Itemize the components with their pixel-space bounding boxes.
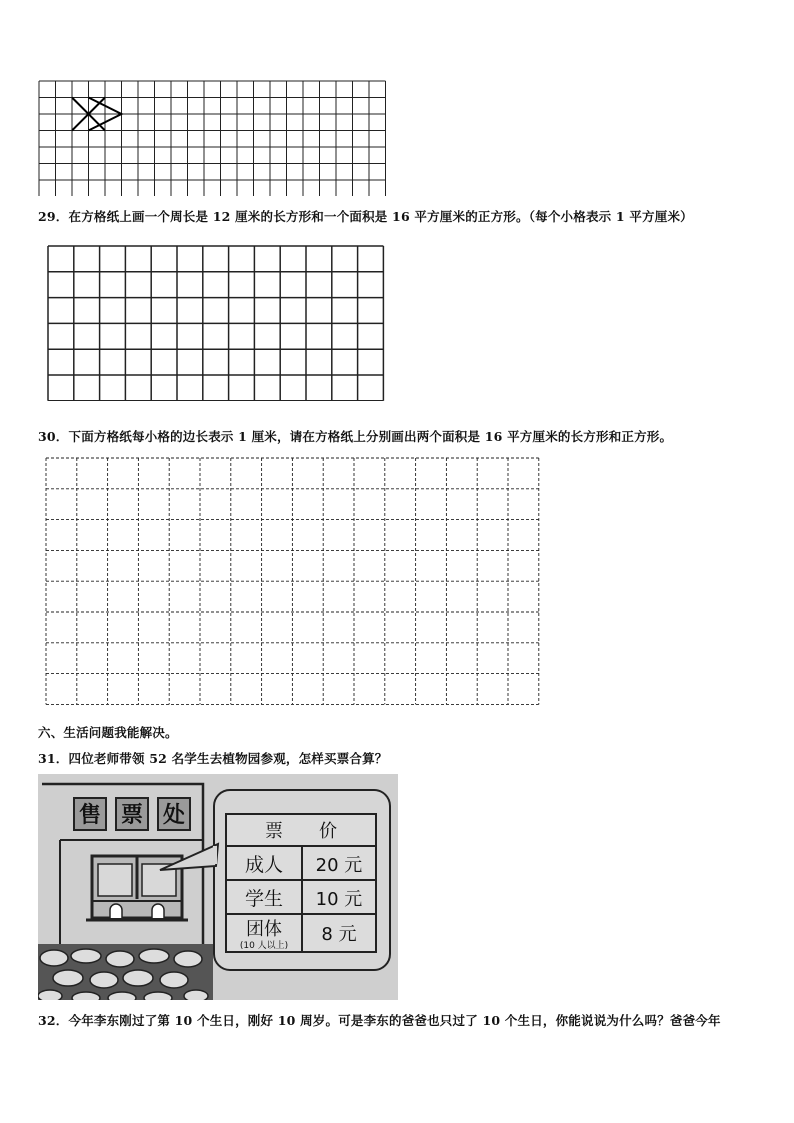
sign-char-2: 票 xyxy=(120,803,144,828)
grid-figure-2 xyxy=(47,245,385,401)
stone-wall xyxy=(38,944,213,1000)
grid-figure-3 xyxy=(45,457,541,713)
row-student-price: 10 元 xyxy=(315,889,363,910)
question-29: 29．在方格纸上画一个周长是 12 厘米的长方形和一个面积是 16 平方厘米的正方形。（每个小格表示 1 平方厘米） xyxy=(38,209,693,224)
row-adult-label: 成人 xyxy=(244,854,284,876)
grid-figure-1 xyxy=(38,80,388,196)
price-table xyxy=(226,814,376,952)
question-31: 31．四位老师带领 52 名学生去植物园参观，怎样买票合算？ xyxy=(38,751,388,766)
price-table-header: 票 价 xyxy=(265,821,337,842)
ticket-booth-illustration xyxy=(38,774,398,1000)
row-adult-price: 20 元 xyxy=(315,855,363,876)
question-30: 30．下面方格纸每小格的边长表示 1 厘米，请在方格纸上分别画出两个面积是 16 平方厘米的长方形和正方形。 xyxy=(38,429,673,444)
row-group-price: 8 元 xyxy=(321,924,357,945)
grid-paper-1 xyxy=(38,80,388,196)
sign-char-1: 售 xyxy=(78,803,102,828)
grid-paper-2[interactable] xyxy=(47,245,385,401)
sign-box-2 xyxy=(116,798,148,830)
question-32: 32．今年李东刚过了第 10 个生日，刚好 10 周岁。可是李东的爸爸也只过了 10 个生日，你能说说为什么吗？爸爸今年 xyxy=(38,1013,721,1028)
sign-char-3: 处 xyxy=(162,803,186,828)
row-group-label: 团体 xyxy=(246,919,282,940)
row-student-label: 学生 xyxy=(244,888,284,910)
sign-box-3 xyxy=(158,798,190,830)
section-6-heading: 六、生活问题我能解决。 xyxy=(38,725,178,740)
sign-box-1 xyxy=(74,798,106,830)
dashed-grid-paper[interactable] xyxy=(45,457,541,713)
row-group-note: (10 人以上) xyxy=(239,941,289,951)
